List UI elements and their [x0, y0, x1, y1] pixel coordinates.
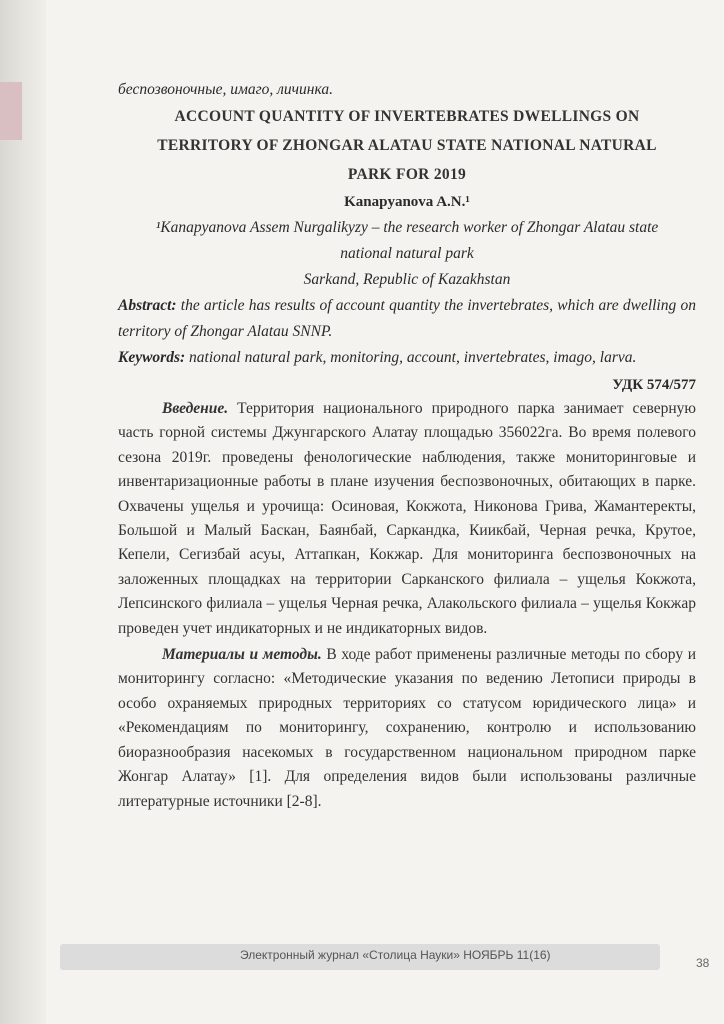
document-page: [118, 78, 696, 814]
methods-label: Материалы и методы.: [162, 646, 322, 664]
keywords-label: Keywords:: [118, 349, 186, 366]
page-tab-mark: [0, 82, 22, 140]
introduction-label: Введение.: [162, 400, 229, 417]
author-location: Sarkand, Republic of Kazakhstan: [303, 271, 511, 288]
page-left-edge: [0, 0, 46, 1024]
affiliation-line-2: national natural park: [340, 245, 474, 262]
journal-footer: Электронный журнал «Столица Науки» НОЯБРЬ 11(16): [240, 948, 551, 962]
methods-text: В ходе работ применены различные методы по сбору и мониторингу согласно: «Методические указания по ведению Летописи природы в особо охраняемых природных территориях со статусом юридического лица» и «Рекомендациям по мониторингу, сохранению, контролю и использованию биоразнообразия насекомых в государственном национальном природном парке Жонгар Алатау» [1]. Для определения видов были использованы различные литературные источники [2-8].: [118, 646, 696, 810]
introduction-text: Территория национального природного парка занимает северную часть горной системы Джунгарского Алатау площадью 356022га. Во время полевого сезона 2019г. проведены фенологические наблюдения, также мониторинговые и инвентаризационные работы в плане изучения беспозвоночных, обитающих в парке. Охвачены ущелья и урочища: Осиновая, Кокжота, Никонова Грива, Жамантеректы, Большой и Малый Баскан, Баянбай, Саркандка, Киикбай, Черная речка, Крутое, Кепели, Сегизбай асуы, Аттапкан, Кокжар. Для мониторинга беспозвоночных на заложенных площадках на территории Сарканского филиала – ущелья Кокжота, Лепсинского филиала – ущелья Черная речка, Алакольского филиала – ущелья Кокжар проведен учет индикаторных и не индикаторных видов.: [118, 400, 696, 637]
affiliation-line-1: ¹Kanapyanova Assem Nurgalikyzy – the research worker of Zhongar Alatau state: [155, 219, 659, 236]
keywords-continuation: беспозвоночные, имаго, личинка.: [118, 81, 333, 98]
article-title: [118, 102, 696, 189]
abstract-label: Abstract:: [118, 297, 177, 314]
title-line-1: ACCOUNT QUANTITY OF INVERTEBRATES DWELLINGS ON: [174, 108, 640, 125]
author-name: Kanapyanova A.N.¹: [344, 194, 470, 210]
title-line-2: TERRITORY OF ZHONGAR ALATAU STATE NATIONAL NATURAL: [157, 137, 657, 154]
abstract: [118, 293, 696, 345]
keywords: [118, 345, 696, 371]
page-number: 38: [696, 956, 710, 970]
keywords-text: national natural park, monitoring, account, invertebrates, imago, larva.: [185, 349, 637, 366]
methods-paragraph: [118, 643, 696, 814]
udk-code: УДК 574/577: [612, 377, 696, 393]
abstract-text: the article has results of account quantity the invertebrates, which are dwelling on territory of Zhongar Alatau SNNP.: [118, 297, 696, 340]
introduction-paragraph: [118, 397, 696, 641]
title-line-3: PARK FOR 2019: [347, 166, 467, 183]
